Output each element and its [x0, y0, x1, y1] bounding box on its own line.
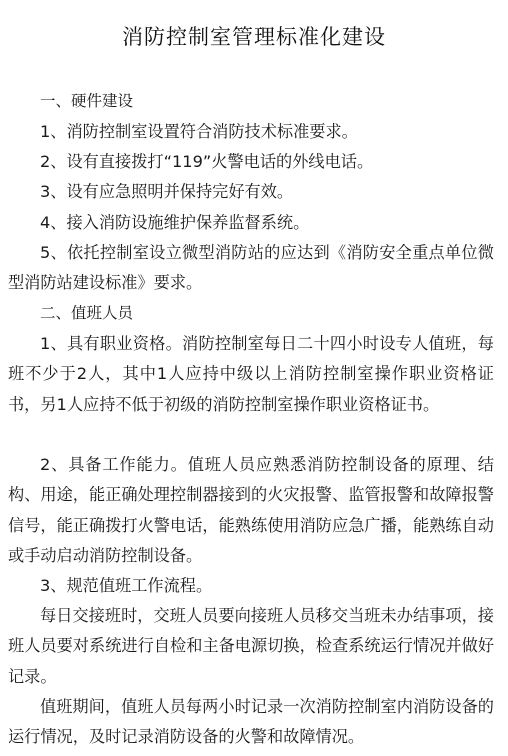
paragraph: 3、规范值班工作流程。 [40, 576, 213, 595]
paragraph: 每日交接班时，交班人员要向接班人员移交当班未办结事项，接班人员要对系统进行自检和主备电源切换，检查系统运行情况并做好记录。 [8, 606, 494, 686]
paragraph: 3、设有应急照明并保持完好有效。 [40, 182, 294, 201]
paragraph: 2、具备工作能力。值班人员应熟悉消防控制设备的原理、结构、用途，能正确处理控制器接到的火灾报警、监管报警和故障报警信号，能正确拨打火警电话，能熟练使用消防应急广播，能熟练自动或手动启动消防控制设备。 [8, 455, 494, 565]
section-heading-hardware: 一、硬件建设 [40, 92, 134, 110]
paragraph: 5、依托控制室设立微型消防站的应达到《消防安全重点单位微型消防站建设标准》要求。 [8, 243, 494, 293]
paragraph: 2、设有直接拨打“119”火警电话的外线电话。 [40, 152, 374, 171]
section-heading-staff: 二、值班人员 [40, 304, 134, 322]
paragraph: 1、具有职业资格。消防控制室每日二十四小时设专人值班，每班不少于2人，其中1人应持中级以上消防控制室操作职业资格证书，另1人应持不低于初级的消防控制室操作职业资格证书。 [8, 334, 494, 414]
paragraph: 值班期间，值班人员每两小时记录一次消防控制室内消防设备的运行情况，及时记录消防设备的火警和故障情况。 [8, 697, 494, 747]
document-title: 消防控制室管理标准化建设 [122, 25, 386, 49]
paragraph: 4、接入消防设施维护保养监督系统。 [40, 213, 310, 232]
paragraph: 1、消防控制室设置符合消防技术标准要求。 [40, 122, 358, 141]
